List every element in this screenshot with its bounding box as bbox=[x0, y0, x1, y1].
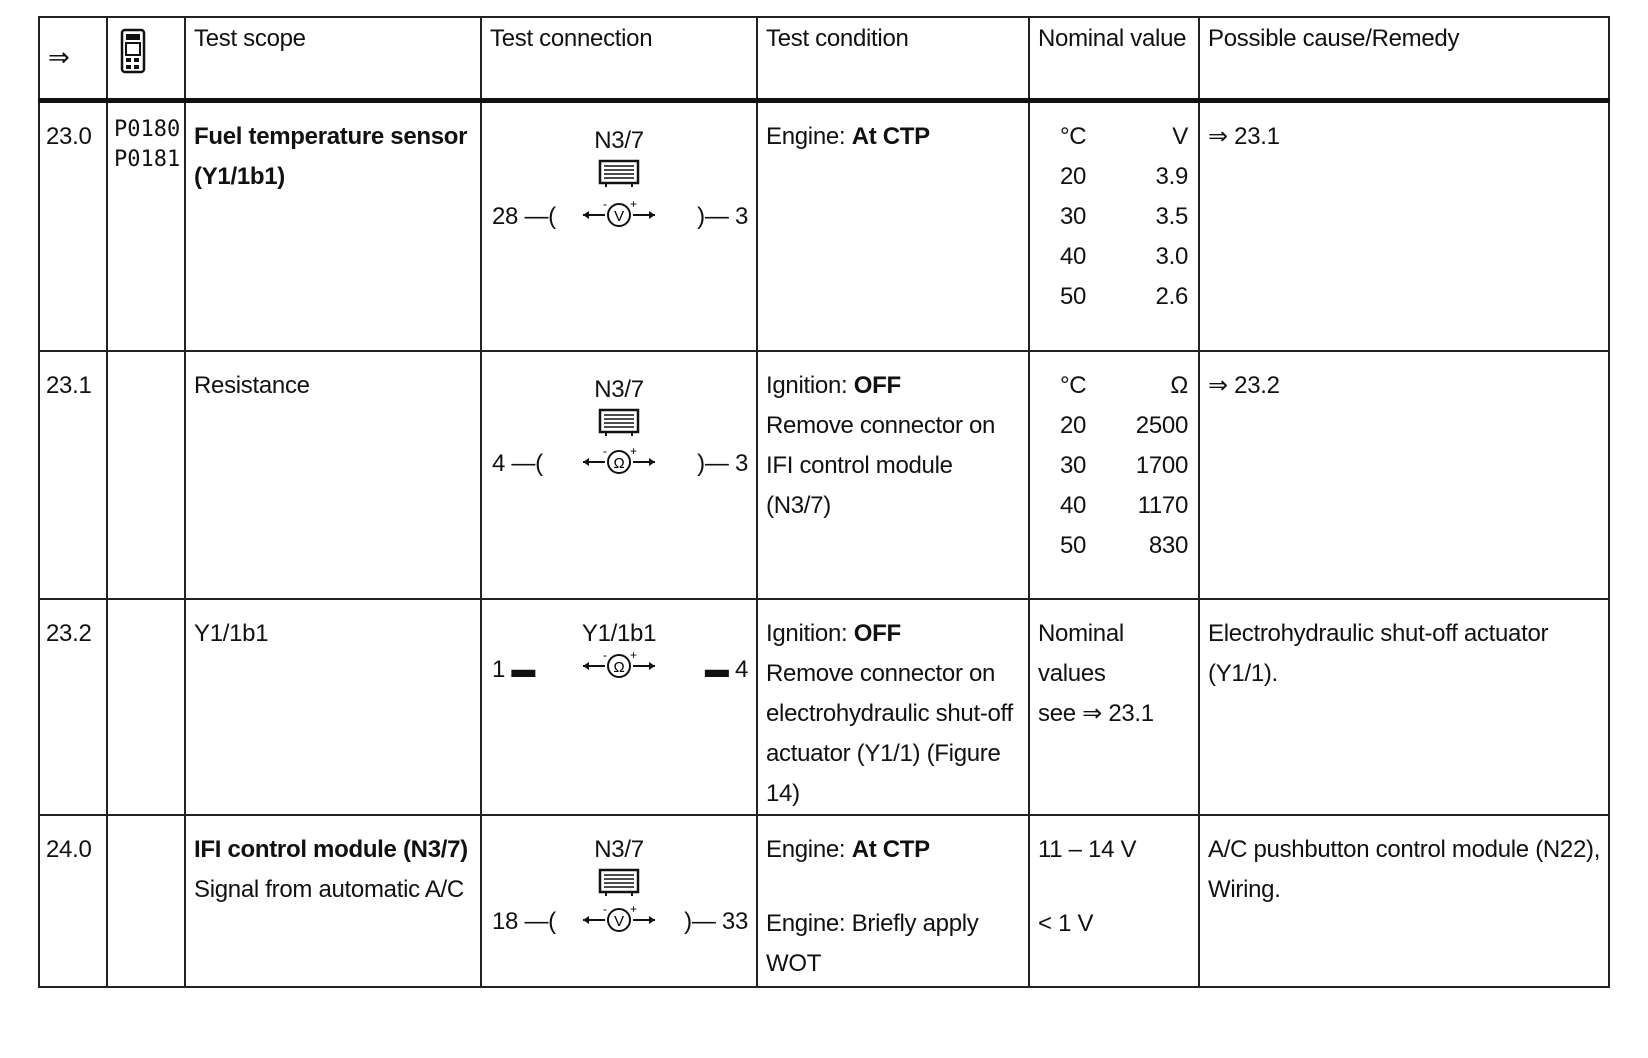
header-cause: Possible cause/Remedy bbox=[1199, 17, 1609, 101]
svg-text:+: + bbox=[630, 903, 637, 916]
svg-text:V: V bbox=[614, 912, 624, 930]
header-row bbox=[39, 17, 1609, 101]
test-scope: IFI control module (N3/7) Signal from automatic A/C bbox=[185, 815, 481, 987]
nominal-value: °C V 20 3.9 30 3.5 40 3.0 50 2.6 bbox=[1029, 101, 1199, 351]
control-module-icon bbox=[598, 408, 640, 438]
svg-text:Ω: Ω bbox=[613, 658, 625, 676]
table-row bbox=[39, 101, 1609, 351]
fault-codes bbox=[107, 351, 185, 599]
row-number: 23.2 bbox=[39, 599, 107, 815]
test-condition: Engine: At CTP Engine: Briefly apply WOT bbox=[757, 815, 1029, 987]
nominal-value: Nominal values see ⇒ 23.1 bbox=[1029, 599, 1199, 815]
nominal-value: 11 – 14 V < 1 V bbox=[1029, 815, 1199, 987]
svg-text:V: V bbox=[614, 208, 624, 225]
ohmmeter-icon bbox=[581, 650, 657, 682]
table-row bbox=[39, 599, 1609, 815]
row-number: 23.0 bbox=[39, 101, 107, 351]
row-number: 24.0 bbox=[39, 815, 107, 987]
test-connection: Y1/1b1 1 ▬ Ω - + ▬ 4 bbox=[481, 599, 757, 815]
header-nominal: Nominal value bbox=[1029, 17, 1199, 101]
svg-text:+: + bbox=[630, 445, 637, 458]
fault-codes bbox=[107, 815, 185, 987]
possible-cause: ⇒ 23.1 bbox=[1199, 101, 1609, 351]
svg-text:-: - bbox=[603, 649, 607, 662]
svg-text:-: - bbox=[603, 903, 607, 916]
header-arrow: ⇒ bbox=[39, 17, 107, 101]
voltmeter-icon bbox=[581, 199, 657, 231]
svg-text:-: - bbox=[603, 445, 607, 458]
test-table-sheet bbox=[38, 16, 1608, 1026]
table-row bbox=[39, 815, 1609, 987]
possible-cause: ⇒ 23.2 bbox=[1199, 351, 1609, 599]
test-connection: N3/7 28 —( V - + )— 3 bbox=[481, 101, 757, 351]
tester-icon bbox=[120, 28, 146, 74]
possible-cause: A/C pushbutton control module (N22), Wiring. bbox=[1199, 815, 1609, 987]
svg-text:-: - bbox=[603, 199, 607, 211]
svg-text:+: + bbox=[630, 199, 637, 211]
test-connection: N3/7 4 —( Ω - + )— 3 bbox=[481, 351, 757, 599]
svg-text:+: + bbox=[630, 649, 637, 662]
test-condition: Ignition: OFF Remove connector on IFI control module (N3/7) bbox=[757, 351, 1029, 599]
svg-text:Ω: Ω bbox=[613, 454, 625, 472]
test-condition: Engine: At CTP bbox=[757, 101, 1029, 351]
test-scope: Resistance bbox=[185, 351, 481, 599]
voltmeter-icon bbox=[581, 904, 657, 936]
row-number: 23.1 bbox=[39, 351, 107, 599]
test-scope: Y1/1b1 bbox=[185, 599, 481, 815]
control-module-icon bbox=[598, 159, 640, 189]
table-row bbox=[39, 351, 1609, 599]
test-condition: Ignition: OFF Remove connector on electrohydraulic shut-off actuator (Y1/1) (Figure 14) bbox=[757, 599, 1029, 815]
fault-codes bbox=[107, 599, 185, 815]
test-scope: Fuel temperature sensor (Y1/1b1) bbox=[185, 101, 481, 351]
test-connection: N3/7 18 —( V - + )— 33 bbox=[481, 815, 757, 987]
nominal-value: °C Ω 20 2500 30 1700 40 1170 50 830 bbox=[1029, 351, 1199, 599]
header-scope: Test scope bbox=[185, 17, 481, 101]
header-connection: Test connection bbox=[481, 17, 757, 101]
control-module-icon bbox=[598, 868, 640, 898]
test-table bbox=[38, 16, 1610, 988]
fault-codes: P0180 P0181 bbox=[107, 101, 185, 351]
possible-cause: Electrohydraulic shut-off actuator (Y1/1). bbox=[1199, 599, 1609, 815]
header-tester bbox=[107, 17, 185, 101]
ohmmeter-icon bbox=[581, 446, 657, 478]
header-condition: Test condition bbox=[757, 17, 1029, 101]
